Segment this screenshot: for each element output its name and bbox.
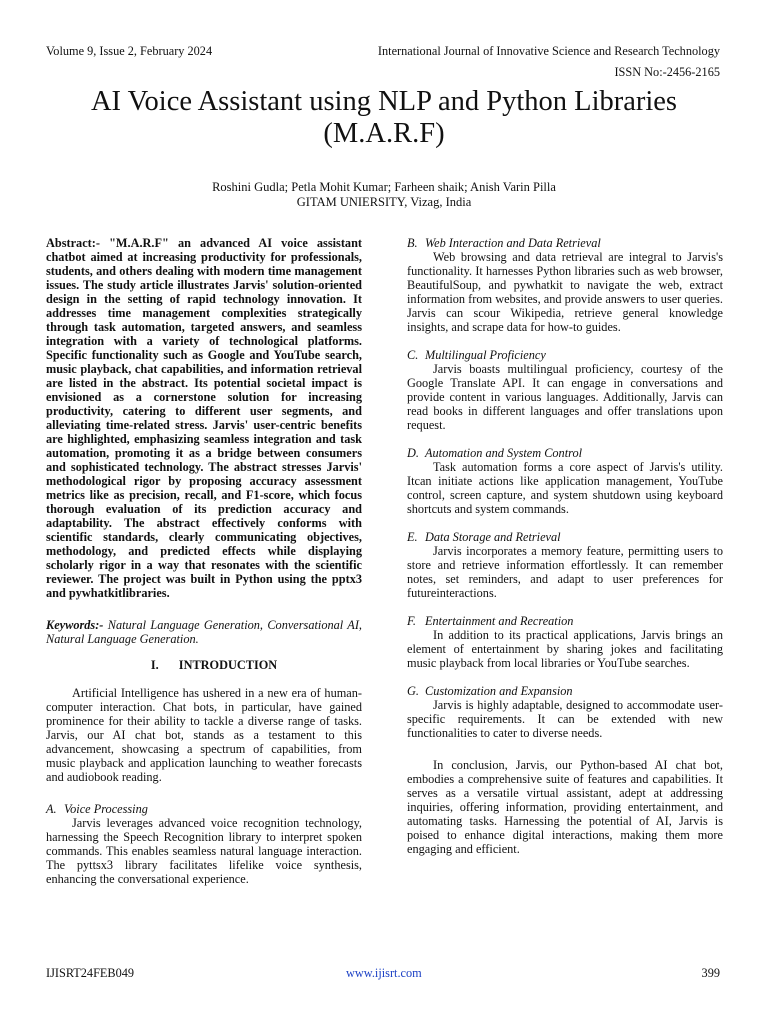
- abstract-label: Abstract:-: [46, 236, 100, 250]
- volume-issue: Volume 9, Issue 2, February 2024: [46, 44, 213, 58]
- subsection-heading-d: D. Automation and System Control: [407, 446, 583, 460]
- section-number: I.: [150, 658, 159, 672]
- subsection-body-c: Jarvis boasts multilingual proficiency, courtesy of the Google Translate API. It can engage in conversations and provide content in various languages. Additionally, Jarvis can read books in different languages and offer translations upon request.: [407, 362, 723, 432]
- right-column: [407, 236, 723, 856]
- page-number: 399: [701, 966, 720, 980]
- subsection-heading-g: G. Customization and Expansion: [407, 684, 573, 698]
- authors-block: [40, 180, 728, 210]
- subsection-heading-c: C. Multilingual Proficiency: [407, 348, 546, 362]
- keywords: [46, 618, 362, 646]
- left-column: [46, 236, 362, 886]
- author-names: Roshini Gudla; Petla Mohit Kumar; Farheen shaik; Anish Varin Pilla: [212, 180, 556, 194]
- intro-paragraph: Artificial Intelligence has ushered in a new era of human-computer interaction. Chat bots, in particular, have gained prominence for their ability to tackle a diverse range of tasks. Jarvis, our AI chat bot, stands as a testament to this advancement, showcasing a spectrum of capabilities, from music playback and application launching to weather forecasts and audiobook reading.: [46, 686, 362, 784]
- abstract-text: "M.A.R.F" an advanced AI voice assistant chatbot aimed at increasing productivity for professionals, students, and others dealing with modern time management issues. The study article illustrates Jarvis' solution-oriented design in the setting of rapid technology innovation. It addresses time management complexities strategically through task automation, targeted answers, and seamless integration with a variety of technological platforms. Specific functionality such as Google and YouTube search, music playback, chat capabilities, and information retrieval are listed in the abstract. Its potential societal impact is envisioned as a cornerstone solution for increasing productivity, catering to different user segments, and alleviating time-related stress. Jarvis' user-centric benefits are highlighted, emphasizing seamless integration and task automation, promoting it as a bridge between consumers and sophisticated technology. The abstract stresses Jarvis' methodological rigor by proposing accuracy assessment metrics like as precision, recall, and F1-score, which focus thorough evaluation of its prediction accuracy and adaptability. The abstract effectively conforms with scientific standards, clearly communicating objectives, methodology, and predicted effects while displaying scholarly rigor in a way that resonates with the scientific reviewer. The project was built in Python using the pptx3 and pywhatkitlibraries.: [46, 236, 362, 600]
- subsection-heading-b: B. Web Interaction and Data Retrieval: [407, 236, 601, 250]
- keywords-label: Keywords:-: [46, 618, 104, 632]
- subsection-body-g: Jarvis is highly adaptable, designed to accommodate user-specific requirements. It can be extended with new functionalities to cater to diverse needs.: [407, 698, 723, 740]
- issn: ISSN No:-2456-2165: [614, 65, 720, 79]
- subsection-body-b: Web browsing and data retrieval are integral to Jarvis's functionality. It harnesses Python libraries such as web browser, BeautifulSoup, and pywhatkit to navigate the web, extract information from websites, and provide answers to user queries. Jarvis can scour Wikipedia, retrieve general knowledge insights, and scrape data for how-to guides.: [407, 250, 723, 334]
- subsection-heading-a: A. Voice Processing: [46, 802, 148, 816]
- footer-url-link[interactable]: www.ijisrt.com: [346, 966, 422, 980]
- subsection-body-a: Jarvis leverages advanced voice recognition technology, harnessing the Speech Recognition library to interpret spoken commands. This enables seamless natural language interaction. The pyttsx3 library facilitates lifelike voice synthesis, enhancing the conversational experience.: [46, 816, 362, 886]
- subsection-heading-f: F. Entertainment and Recreation: [407, 614, 574, 628]
- footer-code: IJISRT24FEB049: [46, 966, 135, 980]
- subsection-heading-e: E. Data Storage and Retrieval: [407, 530, 561, 544]
- journal-name: International Journal of Innovative Science and Research Technology: [377, 44, 720, 58]
- affiliation: GITAM UNIERSITY, Vizag, India: [296, 195, 472, 209]
- subsection-body-d: Task automation forms a core aspect of Jarvis's utility. Itcan initiate actions like application management, YouTube control, screen capture, and system shutdown using keyboard shortcuts and system commands.: [407, 460, 723, 516]
- subsection-body-f: In addition to its practical applications, Jarvis brings an element of entertainment by sharing jokes and facilitating music playback from local libraries or YouTube searches.: [407, 628, 723, 670]
- paper-title-line1: AI Voice Assistant using NLP and Python Libraries: [90, 86, 678, 117]
- paper-title-line2: (M.A.R.F): [323, 118, 445, 149]
- keywords-text: Natural Language Generation, Conversational AI, Natural Language Generation.: [46, 618, 362, 646]
- section-heading-introduction: [46, 658, 362, 672]
- paper-title: [30, 86, 738, 150]
- abstract: [46, 236, 362, 600]
- subsection-body-e: Jarvis incorporates a memory feature, permitting users to store and retrieve information effortlessly. It can remember notes, set reminders, and adapt to user preferences for futureinteractions.: [407, 544, 723, 600]
- section-heading-text: INTRODUCTION: [178, 658, 278, 672]
- conclusion-paragraph: In conclusion, Jarvis, our Python-based AI chat bot, embodies a comprehensive suite of features and capabilities. It serves as a versatile virtual assistant, adept at addressing inquiries, offering information, providing entertainment, and automating tasks. Harnessing the potential of AI, Jarvis is poised to enhance digital interactions, making them more engaging and efficient.: [407, 758, 723, 856]
